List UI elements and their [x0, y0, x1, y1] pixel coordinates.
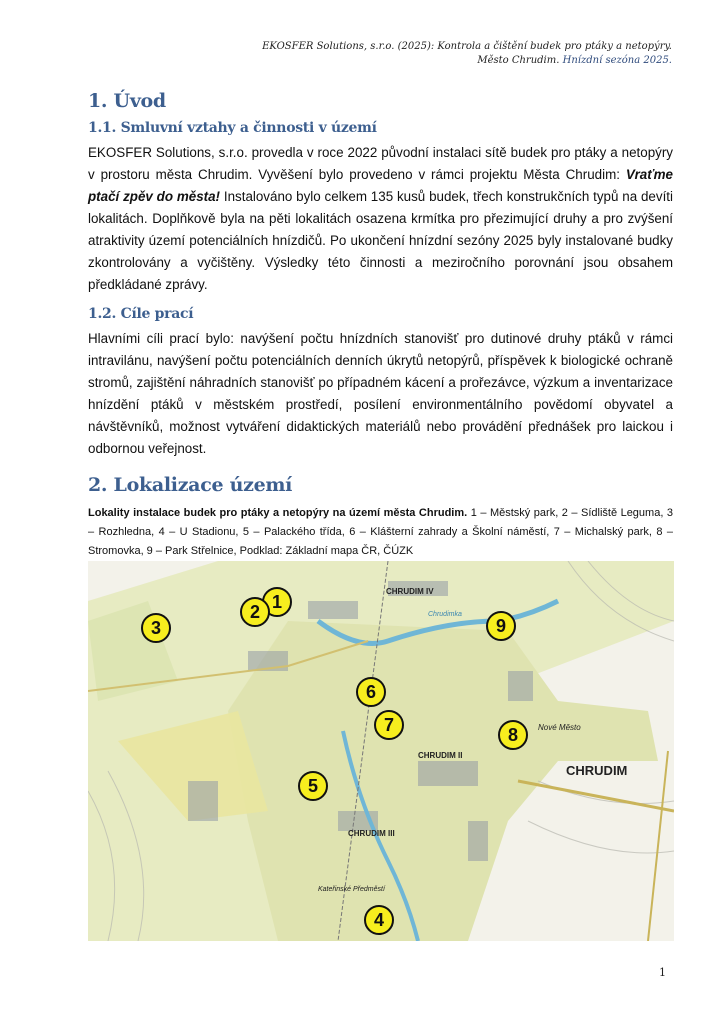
- map-background: [88, 561, 674, 941]
- map-label-chrudim-iii: CHRUDIM III: [348, 829, 395, 838]
- running-header: [262, 40, 672, 68]
- map-label-chrudim: CHRUDIM: [566, 763, 628, 778]
- project-name: Vraťme ptačí zpěv do města!: [88, 167, 673, 204]
- header-season: Hnízdní sezóna 2025.: [562, 55, 672, 66]
- map-label-katerinske: Kateřinské Předměstí: [318, 886, 385, 893]
- map-marker-2: 2: [240, 597, 270, 627]
- map-marker-6: 6: [356, 677, 386, 707]
- map-marker-8: 8: [498, 720, 528, 750]
- map-label-chrudimka: Chrudimka: [428, 611, 462, 618]
- map-marker-3: 3: [141, 613, 171, 643]
- section-1-1-paragraph: EKOSFER Solutions, s.r.o. provedla v roce 2022 původní instalaci sítě budek pro ptáky a netopýry v prostoru města Chrudim. Vyvěšení bylo provedeno v rámci projektu Města Chrudim: Vraťme ptačí zpěv do města! Instalováno bylo celkem 135 kusů budek, třech konstrukčních typů na devíti lokalitách. Doplňkově byla na pěti lokalitách osazena krmítka pro přezimující druhy a pro zvýšení atraktivity území potenciálních hnízdičů. Po ukončení hnízdní sezóny 2025 byly instalované budky zkontrolovány a vyčištěny. Výsledky této činnosti a meziročního porovnání jsou obsahem předkládané zprávy.: [88, 145, 673, 292]
- map-label-nove-mesto: Nové Město: [538, 723, 581, 732]
- section-1-2-paragraph: Hlavními cíli prací bylo: navýšení počtu hnízdních stanovišť pro dutinové druhy ptáků v rámci intravilánu, navýšení počtu potenciálních denních úkrytů netopýrů, příspěvek k biologické ochraně stromů, zajištění náhradních stanovišť po případném kácení a prořezávce, výzkum a inventarizace hnízdění ptáků v městském prostředí, posílení environmentálního povědomí obyvatel a návštěvníků, možnost vytváření didaktických materiálů nebo provádění přednášek pro laickou i odbornou veřejnost.: [88, 331, 673, 456]
- map-marker-5: 5: [298, 771, 328, 801]
- page-number: 1: [659, 966, 666, 979]
- map-label-chrudim-ii: CHRUDIM II: [418, 751, 463, 760]
- map-marker-7: 7: [374, 710, 404, 740]
- figure-caption: Lokality instalace budek pro ptáky a netopýry na území města Chrudim. 1 – Městský park, 2 – Sídliště Leguma, 3 – Rozhledna, 4 – U Stadionu, 5 – Palackého třída, 6 – Klášterní zahrady a Školní náměstí, 7 – Michalský park, 8 – Stromovka, 9 – Park Střelnice, Podklad: Základní mapa ČR, ČÚZK: [88, 507, 674, 557]
- section-2-heading: 2. Lokalizace území: [88, 474, 293, 496]
- section-1-2-heading: 1.2. Cíle prací: [88, 306, 194, 322]
- header-line-1: EKOSFER Solutions, s.r.o. (2025): Kontrola a čištění budek pro ptáky a netopýry.: [262, 41, 672, 52]
- section-1-1-heading: 1.1. Smluvní vztahy a činnosti v území: [88, 120, 377, 136]
- page-content: [88, 90, 673, 561]
- map-label-chrudim-iv: CHRUDIM IV: [386, 587, 434, 596]
- locality-map: [88, 561, 674, 941]
- map-marker-1: 1: [262, 587, 292, 617]
- map-marker-4: 4: [364, 905, 394, 935]
- section-1-heading: 1. Úvod: [88, 90, 166, 112]
- header-line-2: Město Chrudim. Hnízdní sezóna 2025.: [477, 55, 672, 66]
- map-marker-9: 9: [486, 611, 516, 641]
